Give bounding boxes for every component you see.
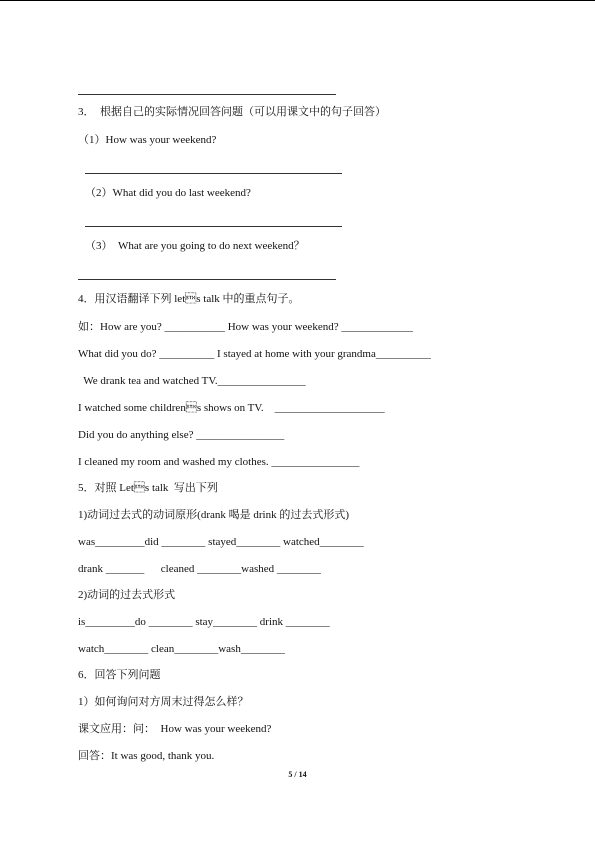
question-3-item-3: （3） What are you going to do next weekend？ [85, 240, 305, 252]
question-5-part-1-heading: 1)动词过去式的动词原形(drank 喝是 drink 的过去式形式) [78, 509, 350, 521]
answer-line: 回答：It was good, thank you. [78, 750, 215, 762]
question-5-heading: 5．对照 Lets talk 写出下列 [78, 482, 218, 494]
question-4-heading: 4．用汉语翻译下列 lets talk 中的重点句子。 [78, 293, 300, 305]
question-5-part-2-heading: 2)动词的过去式形式 [78, 589, 176, 601]
past-form-row-2: watch________ clean________wash________ [78, 643, 285, 655]
past-form-row-1: is_________do ________ stay________ drink ________ [78, 616, 330, 628]
base-form-row-2: drank _______ cleaned ________washed ________ [78, 563, 321, 575]
page-number: 5 / 14 [288, 770, 307, 779]
translation-line-5: I cleaned my room and washed my clothes. ________________ [78, 456, 360, 468]
question-3-item-2: （2）What did you do last weekend? [85, 187, 251, 199]
translation-example-line: 如：How are you? ___________ How was your weekend? _____________ [78, 321, 413, 333]
answer-blank [78, 94, 336, 95]
translation-line-2: We drank tea and watched TV.________________ [78, 375, 306, 387]
question-3-item-1: （1）How was your weekend? [78, 134, 217, 146]
question-3-heading: 3． 根据自己的实际情况回答问题（可以用课文中的句子回答） [78, 106, 386, 118]
page-top-border [0, 0, 595, 1]
answer-blank [85, 226, 342, 227]
translation-line-3: I watched some childrens shows on TV. ____________________ [78, 402, 385, 414]
base-form-row-1: was_________did ________ stayed________ watched________ [78, 536, 364, 548]
question-6-heading: 6．回答下列问题 [78, 669, 161, 681]
answer-blank [78, 279, 336, 280]
answer-blank [85, 173, 342, 174]
question-6-item-1: 1）如何询问对方周末过得怎么样？ [78, 696, 249, 708]
translation-line-1: What did you do? __________ I stayed at home with your grandma__________ [78, 348, 431, 360]
translation-line-4: Did you do anything else? ________________ [78, 429, 285, 441]
textbook-question-line: 课文应用：问： How was your weekend? [78, 723, 272, 735]
